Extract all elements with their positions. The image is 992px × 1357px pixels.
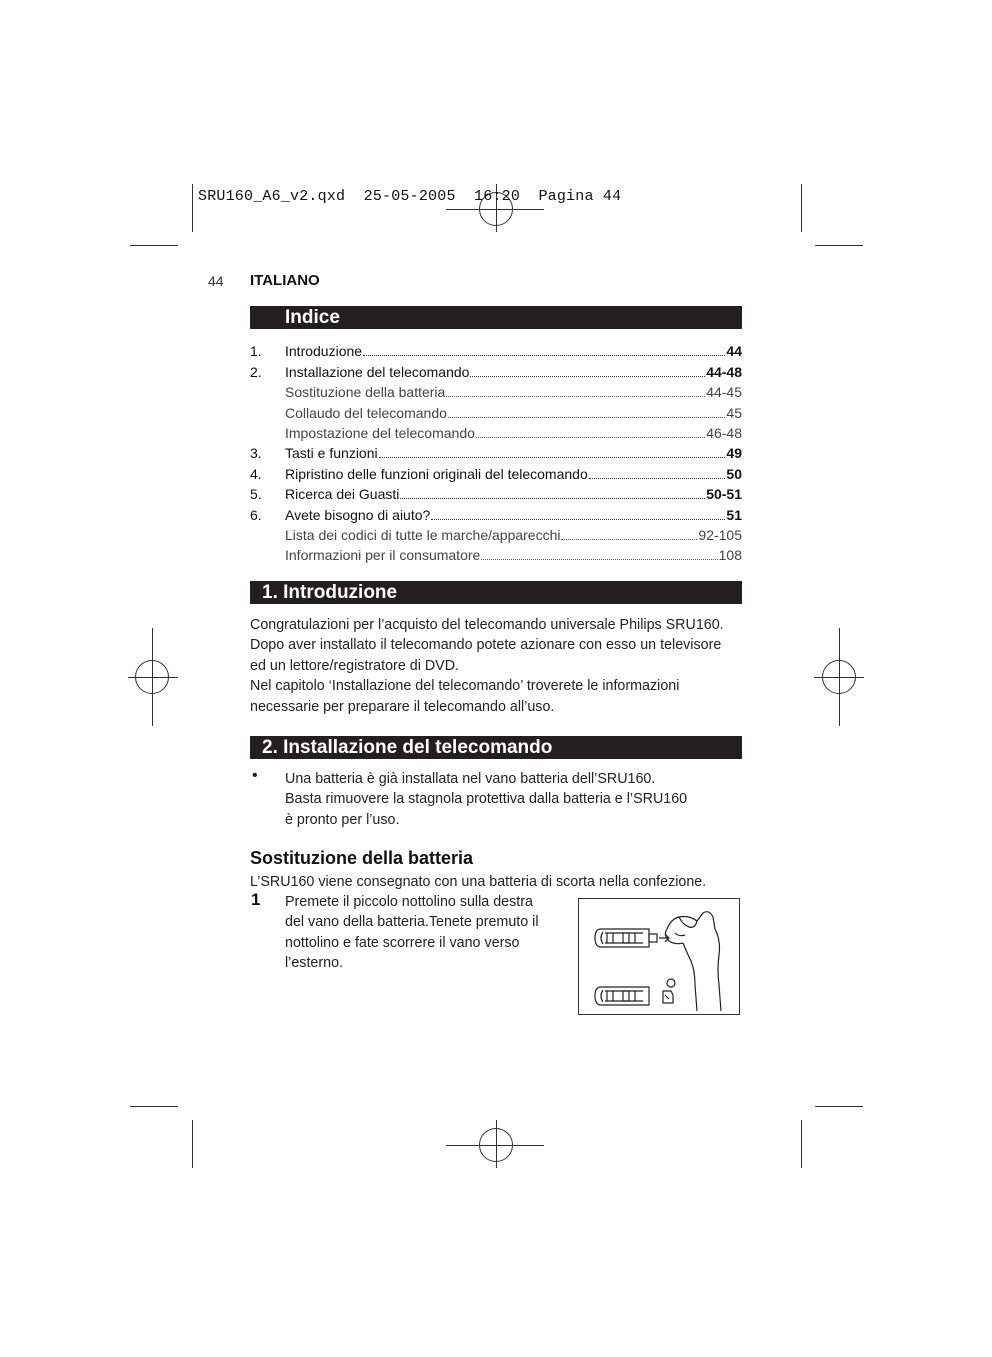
install-bullet-text [285,769,745,830]
toc-entry-page: 92-105 [698,526,742,543]
toc-entry-label: Sostituzione della batteria [285,384,446,401]
toc-entry [250,524,742,544]
toc-leader-dots [561,539,697,540]
step-line: nottolino e fate scorrere il vano verso [285,934,520,951]
bullet-icon: • [252,767,258,784]
language-label: ITALIANO [250,272,320,289]
printer-slug: SRU160_A6_v2.qxd 25-05-2005 16:20 Pagina 44 [198,188,622,205]
install-title: 2. Installazione del telecomando [262,737,553,758]
battery-heading: Sostituzione della batteria [250,848,474,868]
toc-entry-number: 5. [250,486,262,503]
toc-entry [250,401,742,421]
index-title: Indice [285,307,340,328]
toc-entry-page: 45 [726,404,742,421]
intro-line: ed un lettore/registratore di DVD. [250,657,459,674]
toc-leader-dots [470,376,705,377]
toc-entry [250,381,742,401]
toc-entry [250,462,742,482]
toc-entry [250,422,742,442]
toc-entry [250,340,742,360]
step-number: 1 [251,890,261,909]
crop-mark [130,245,178,246]
toc-leader-dots [476,437,705,438]
step-text [285,892,570,974]
table-of-contents [250,340,742,564]
step-line: Premete il piccolo nottolino sulla destra [285,894,533,910]
intro-title: 1. Introduzione [262,582,398,603]
step-line: l’esterno. [285,955,344,972]
toc-entry-page: 50 [726,465,742,482]
toc-entry-label: Informazioni per il consumatore [285,547,481,564]
crop-mark [815,245,863,246]
battery-intro: L’SRU160 viene consegnato con una batteria di scorta nella confezione. [250,874,707,890]
toc-leader-dots [589,478,726,479]
remote-hand-illustration [579,899,739,1014]
toc-entry-number: 2. [250,363,262,380]
toc-entry-page: 44-45 [706,384,742,401]
intro-line: Nel capitolo ‘Installazione del telecomando’ troverete le informazioni [250,678,680,695]
toc-entry-number: 4. [250,465,262,482]
install-line: Una batteria è già installata nel vano batteria dell’SRU160. [285,771,656,787]
toc-entry [250,544,742,564]
toc-leader-dots [448,417,726,418]
toc-entry-number: 3. [250,445,262,462]
toc-entry-page: 51 [726,506,742,523]
intro-heading [250,581,742,604]
toc-entry-label: Collaudo del telecomando [285,404,447,421]
install-line: è pronto per l’uso. [285,811,400,828]
index-heading [250,306,742,329]
toc-leader-dots [481,559,717,560]
crop-mark [801,1120,802,1168]
toc-entry-label: Lista dei codici di tutte le marche/apparecchi [285,526,561,543]
toc-entry [250,442,742,462]
toc-entry-label: Installazione del telecomando [285,363,470,380]
toc-entry [250,360,742,380]
toc-entry [250,483,742,503]
toc-entry-page: 44-48 [706,363,742,380]
toc-leader-dots [363,355,725,356]
toc-leader-dots [379,457,726,458]
crop-mark [130,1106,178,1107]
toc-entry-label: Avete bisogno di aiuto? [285,506,431,523]
toc-entry-page: 108 [718,547,742,564]
battery-illustration [578,898,740,1015]
toc-entry-page: 44 [726,343,742,360]
intro-line: necessarie per preparare il telecomando all’uso. [250,698,555,715]
toc-entry-label: Tasti e funzioni [285,445,378,462]
toc-entry-number: 1. [250,343,262,360]
toc-entry-page: 50-51 [706,486,742,503]
intro-line: Dopo aver installato il telecomando potete azionare con esso un televisore [250,637,722,654]
intro-paragraph [250,615,745,717]
crop-mark [192,184,193,232]
toc-entry-label: Ripristino delle funzioni originali del telecomando [285,465,588,482]
toc-entry-label: Impostazione del telecomando [285,424,475,441]
toc-entry-label: Introduzione [285,343,363,360]
crop-mark [815,1106,863,1107]
toc-entry [250,503,742,523]
toc-leader-dots [446,396,705,397]
crop-mark [801,184,802,232]
page-number: 44 [208,273,224,289]
crop-mark [192,1120,193,1168]
intro-line: Congratulazioni per l’acquisto del telecomando universale Philips SRU160. [250,617,724,633]
toc-entry-page: 49 [726,445,742,462]
install-heading [250,736,742,759]
step-line: del vano della batteria.Tenete premuto il [285,914,539,931]
toc-entry-number: 6. [250,506,262,523]
toc-leader-dots [431,519,725,520]
toc-entry-label: Ricerca dei Guasti [285,486,400,503]
toc-entry-page: 46-48 [706,424,742,441]
toc-leader-dots [400,498,705,499]
install-line: Basta rimuovere la stagnola protettiva dalla batteria e l’SRU160 [285,791,688,808]
